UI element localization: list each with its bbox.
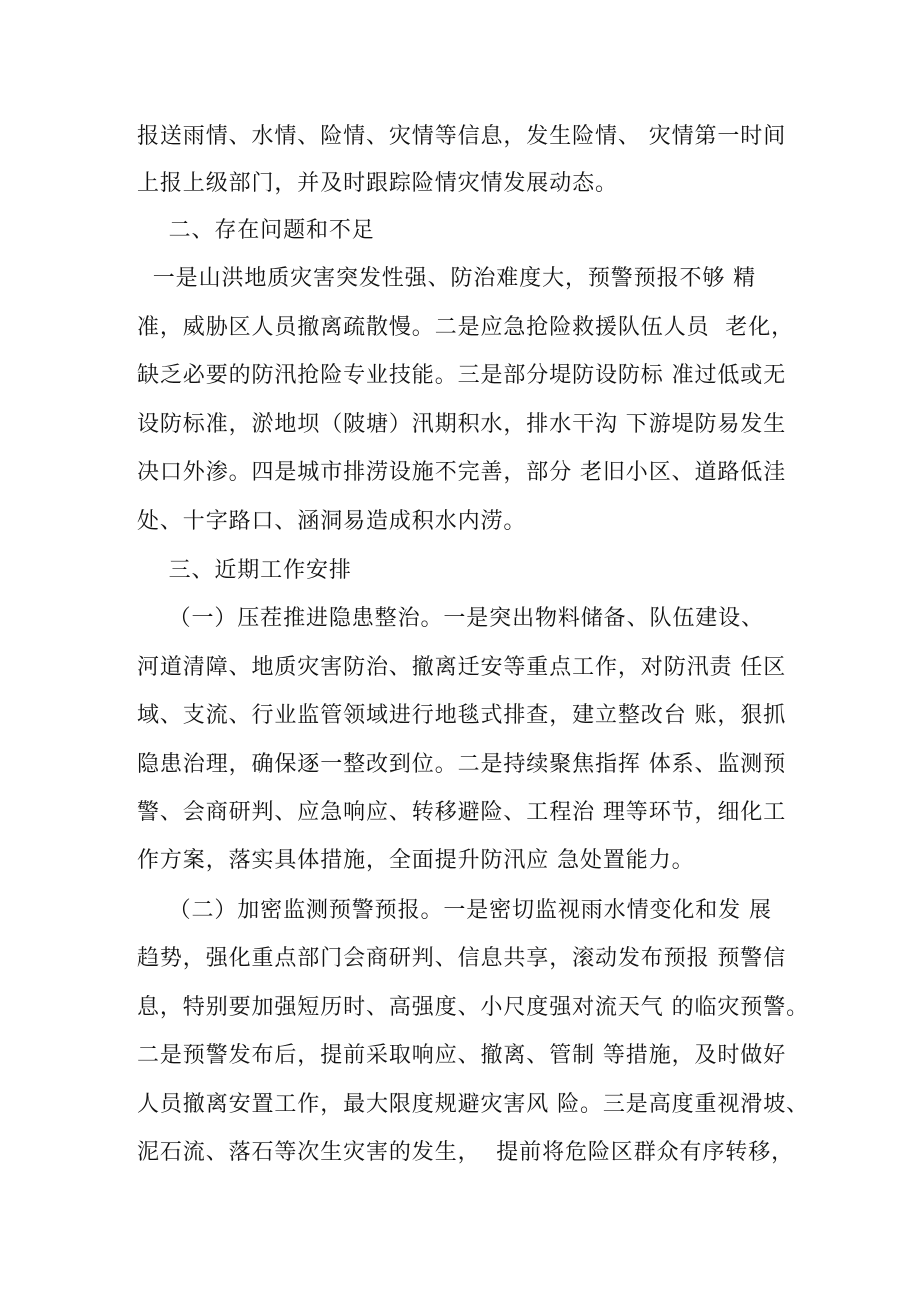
- text-line: 趋势，强化重点部门会商研判、信息共享，滚动发布预报 预警信: [137, 946, 787, 971]
- text-line: 隐患治理，确保逐一整改到位。二是持续聚焦指挥 体系、监测预: [137, 752, 787, 777]
- section-heading: 二、存在问题和不足: [137, 218, 375, 243]
- text-line: 报送雨情、水情、险情、灾情等信息，发生险情、 灾情第一时间: [137, 124, 787, 149]
- text-line: 设防标准，淤地坝（陂塘）汛期积水，排水干沟 下游堤防易发生: [137, 412, 787, 437]
- text-line: 准，威胁区人员撤离疏散慢。二是应急抢险救援队伍人员 老化，: [137, 315, 794, 340]
- subsection-heading-line: （二）加密监测预警预报。一是密切监视雨水情变化和发 展: [137, 898, 772, 923]
- subsection-heading-line: （一）压茬推进隐患整治。一是突出物料储备、队伍建设、: [137, 606, 764, 631]
- text-line: 上报上级部门，并及时跟踪险情灾情发展动态。: [137, 171, 618, 196]
- text-line: 息，特别要加强短历时、高强度、小尺度强对流天气 的临灾预警。: [137, 995, 809, 1020]
- text-line: 处、十字路口、涵洞易造成积水内涝。: [137, 509, 527, 534]
- text-line: 一是山洪地质灾害突发性强、防治难度大，预警预报不够 精: [137, 266, 757, 291]
- text-line: 域、支流、行业监管领域进行地毯式排查，建立整改台 账，狠抓: [137, 703, 787, 728]
- text-line: 决口外渗。四是城市排涝设施不完善，部分 老旧小区、道路低洼: [137, 460, 787, 485]
- text-line: 河道清障、地质灾害防治、撤离迁安等重点工作，对防汛责 任区: [137, 655, 787, 680]
- text-line: 泥石流、落石等次生灾害的发生， 提前将危险区群众有序转移，: [137, 1140, 794, 1165]
- text-line: 人员撤离安置工作，最大限度规避灾害风 险。三是高度重视滑坡、: [137, 1092, 809, 1117]
- text-line: 缺乏必要的防汛抢险专业技能。三是部分堤防设防标 准过低或无: [137, 363, 787, 388]
- text-line: 二是预警发布后，提前采取响应、撤离、管制 等措施，及时做好: [137, 1043, 787, 1068]
- section-heading: 三、近期工作安排: [137, 558, 352, 583]
- text-line: 警、会商研判、应急响应、转移避险、工程治 理等环节，细化工: [137, 800, 787, 825]
- text-line: 作方案，落实具体措施，全面提升防汛应 急处置能力。: [137, 848, 695, 873]
